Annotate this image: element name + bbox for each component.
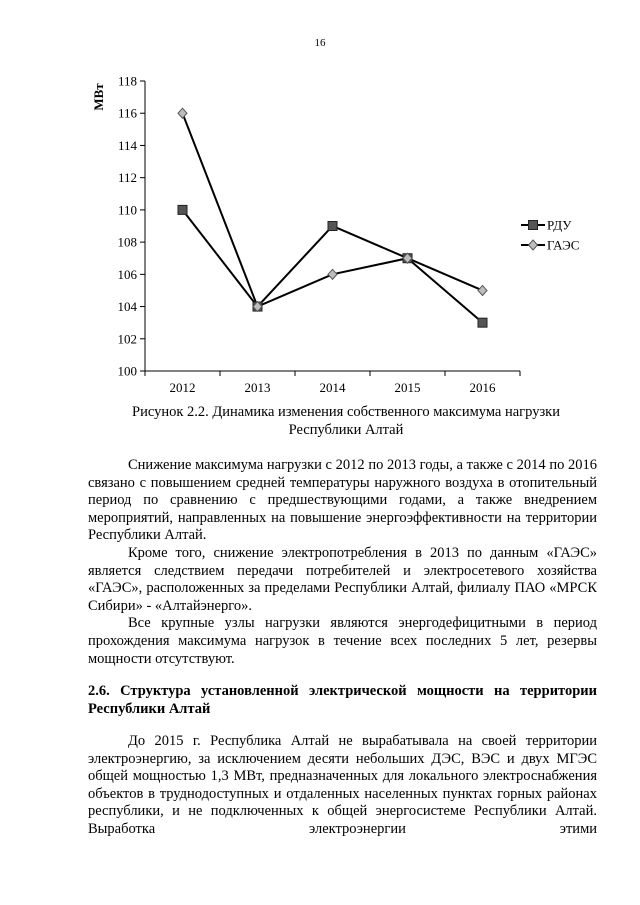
legend-marker-1: [529, 221, 538, 230]
y-tick-label: 102: [117, 331, 137, 347]
page-number: 16: [314, 37, 326, 49]
data-point-series-1: [478, 318, 487, 327]
body-paragraphs: [88, 457, 597, 668]
x-tick-label: 2013: [244, 380, 271, 395]
caption-line-1: Рисунок 2.2. Динамика изменения собственного максимума нагрузки: [132, 404, 560, 420]
y-tick-label: 118: [117, 73, 137, 89]
y-tick-label: 104: [117, 299, 137, 315]
x-tick-label: 2014: [319, 380, 346, 395]
data-point-series-1: [178, 205, 187, 214]
paragraph-4: До 2015 г. Республика Алтай не вырабатывала на своей территории электроэнергию, за исключением десяти небольших ДЭС, ВЭС и двух МГЭС общей мощностью 1,3 МВт, предназначенных для локального электроснабжения объектов в труднодоступных и отдаленных населенных пунктах горных районах республики, и не подключенных к общей энергосистеме Республики Алтай. Выработка электроэнергии этими: [88, 733, 597, 837]
legend-marker-2: [529, 240, 538, 250]
y-tick-label: 114: [117, 137, 137, 153]
legend-label-1: РДУ: [547, 217, 572, 233]
x-tick-label: 2015: [394, 380, 421, 395]
load-chart: [0, 0, 640, 400]
section-heading: 2.6. Структура установленной электрической мощности на территории Республики Алтай: [88, 683, 597, 717]
y-tick-label: 100: [117, 363, 137, 379]
y-tick-label: 112: [117, 170, 137, 186]
y-tick-label: 106: [117, 266, 137, 282]
paragraph-2: Кроме того, снижение электропотребления в 2013 по данным «ГАЭС» является следствием передачи потребителей и электросетевого хозяйства «ГАЭС», расположенных за пределами Республики Алтай, филиалу ПАО «МРСК Сибири» - «Алтайэнерго».: [88, 544, 597, 614]
data-point-series-2: [478, 285, 487, 295]
figure-caption: [88, 403, 604, 439]
y-tick-label: 116: [117, 105, 137, 121]
data-point-series-1: [328, 222, 337, 231]
caption-line-2: Республики Алтай: [288, 422, 404, 438]
y-axis-label: МВт: [91, 83, 106, 111]
x-tick-label: 2016: [469, 380, 496, 395]
data-point-series-2: [328, 269, 337, 279]
data-point-series-2: [178, 108, 187, 118]
x-tick-label: 2012: [169, 380, 196, 395]
body-paragraphs-2: [88, 733, 597, 839]
y-tick-label: 108: [117, 234, 137, 250]
y-tick-label: 110: [117, 202, 137, 218]
paragraph-1: Снижение максимума нагрузки с 2012 по 2013 годы, а также с 2014 по 2016 связано с повышением средней температуры наружного воздуха в отопительный период по сравнению с предшествующими годами, а также внедрением мероприятий, направленных на повышение энергоэффективности на территории Республики Алтай.: [88, 457, 597, 544]
legend-label-2: ГАЭС: [547, 237, 580, 253]
paragraph-3: Все крупные узлы нагрузки являются энергодефицитными в период прохождения максимума нагрузок в течение всех последних 5 лет, резервы мощности отсутствуют.: [88, 615, 597, 667]
